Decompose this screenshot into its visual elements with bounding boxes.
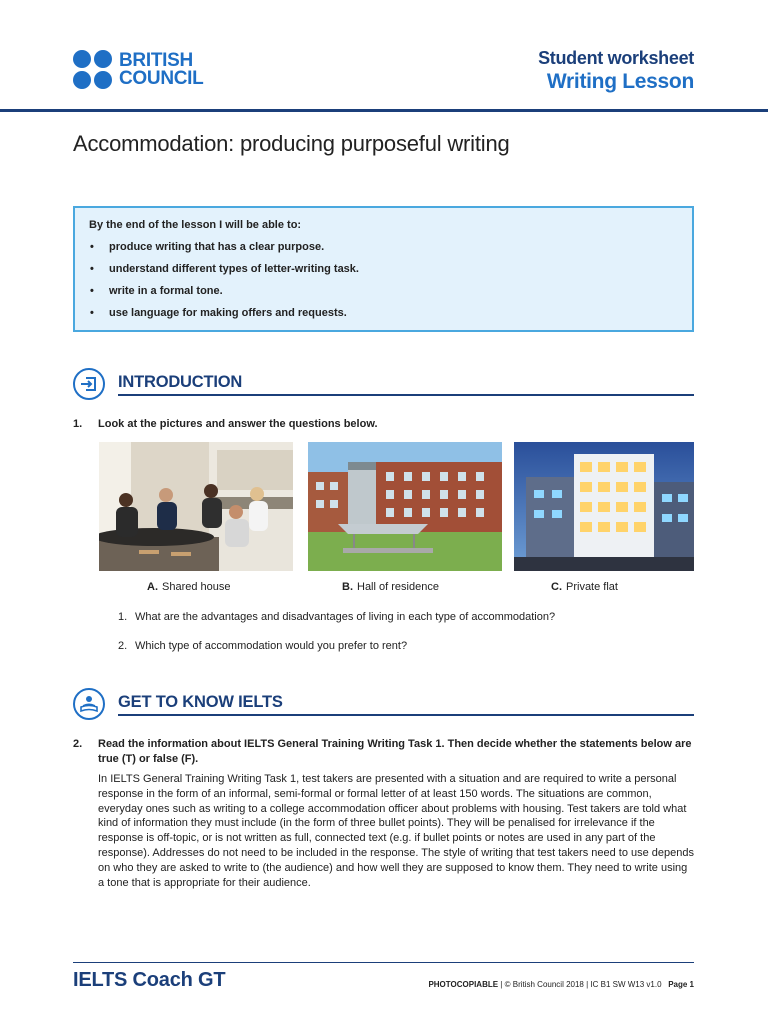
page-number: Page 1 (668, 980, 694, 989)
logo-dots-icon (73, 50, 112, 89)
footer-copyright: PHOTOCOPIABLE | © British Council 2018 | IC B1 SW W13 v1.0 Page 1 (428, 980, 694, 989)
caption-private-flat: C. Private flat (551, 581, 618, 593)
ielts-task-description: In IELTS General Training Writing Task 1, test takers are presented with a situation and are required to write a personal response in the form of an informal, semi-formal or formal letter of at least 150 words. The situations are common, everyday ones such as writing to a college accommodation officer about problems with housing. Test takers are told what kind of information they must include (in the form of three bullet points). They will be penalised for irrelevance if the response is off-topic, or is not written as full, connected text (e.g. if bullet points or notes are used in any part of the response). Addresses do not need to be included in the response. The style of writing that test takers need to use depends on who they are asked to write to (the audience) and how well they are supposed to know them. They need to write using a tone that is appropriate for their audience. (98, 773, 695, 889)
logo-wordmark: BRITISH COUNCIL (119, 49, 204, 89)
caption-hall-of-residence: B. Hall of residence (342, 581, 439, 593)
introduction-section-header (73, 368, 694, 404)
question-2: 2. Read the information about IELTS General Training Writing Task 1. Then decide whether the statements below are true (T) or false (F). (73, 738, 692, 765)
learning-objectives-box (73, 206, 694, 332)
reader-icon (73, 688, 105, 720)
objectives-intro: By the end of the lesson I will be able to: (89, 219, 302, 231)
section-divider (118, 394, 694, 396)
objective-item: • produce writing that has a clear purpose. (90, 241, 325, 253)
section-title: GET TO KNOW IELTS (118, 693, 283, 711)
footer-divider (73, 962, 694, 963)
section-divider (118, 714, 694, 716)
worksheet-subtitle: Student worksheet (538, 48, 694, 68)
caption-shared-house: A. Shared house (147, 581, 231, 593)
footer-brand: IELTS Coach GT (73, 969, 226, 991)
worksheet-header (538, 47, 694, 95)
sub-question-2: 2. Which type of accommodation would you prefer to rent? (118, 640, 408, 652)
get-to-know-ielts-section-header (73, 688, 694, 724)
header-divider (0, 109, 768, 112)
page-title: Accommodation: producing purposeful writing (73, 131, 510, 156)
worksheet-title: Writing Lesson (546, 70, 694, 93)
photo-shared-house (99, 442, 293, 571)
british-council-logo (73, 50, 203, 89)
sub-question-1: 1. What are the advantages and disadvantages of living in each type of accommodation? (118, 611, 556, 623)
enter-arrow-icon (73, 368, 105, 400)
section-title: INTRODUCTION (118, 373, 243, 391)
photo-private-flat (514, 442, 708, 571)
objective-item: • write in a formal tone. (90, 285, 223, 297)
photo-hall-of-residence (308, 442, 502, 571)
question-1: 1. Look at the pictures and answer the questions below. (73, 418, 378, 430)
objective-item: • use language for making offers and requests. (90, 307, 347, 319)
objective-item: • understand different types of letter-writing task. (90, 263, 359, 275)
